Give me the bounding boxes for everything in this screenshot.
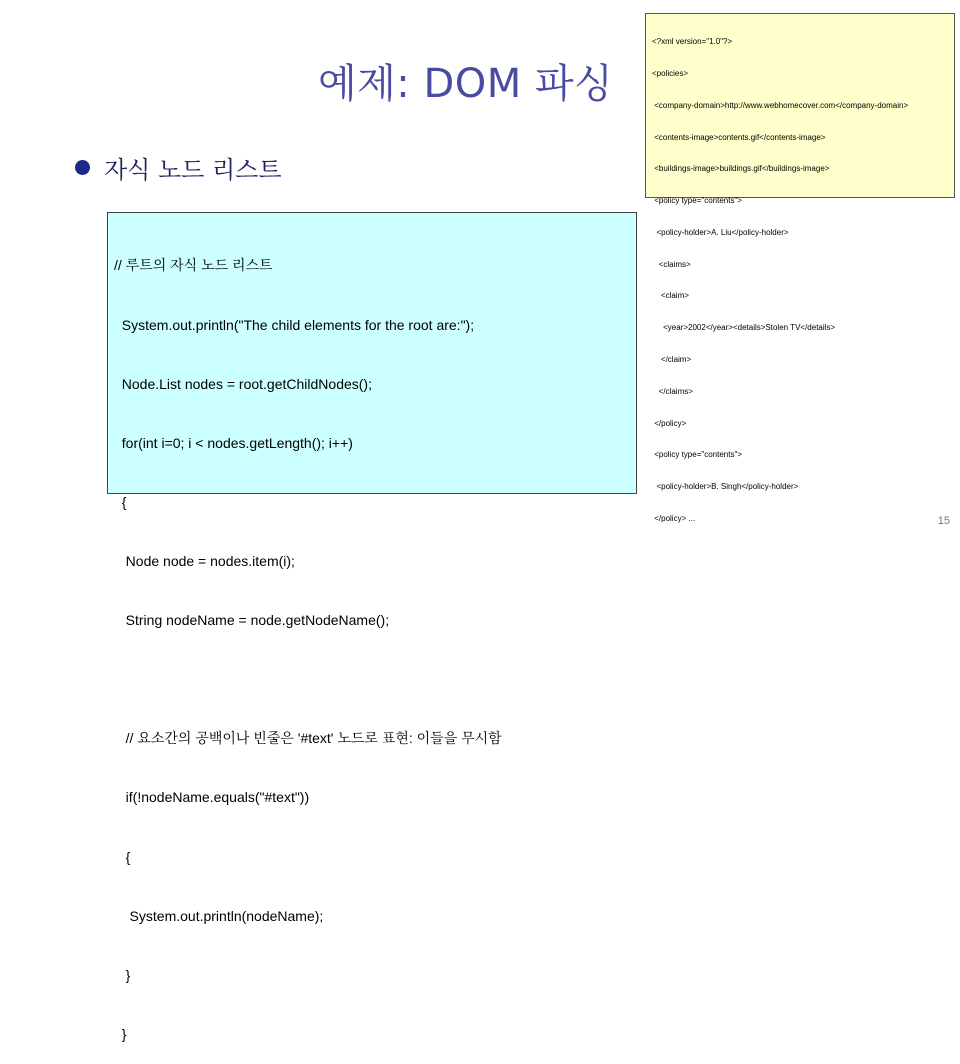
xml-line: <company-domain>http://www.webhomecover.com</company-domain> [652, 100, 909, 110]
code-line: { [114, 848, 131, 865]
code-line: System.out.println(nodeName); [114, 907, 324, 924]
xml-line: <policies> [652, 68, 689, 78]
bullet-text: 자식 노드 리스트 [104, 156, 282, 184]
code-line: } [114, 1025, 127, 1042]
code-line: } [114, 966, 131, 983]
java-code-box [107, 212, 637, 1042]
xml-line: </claim> [652, 355, 692, 364]
xml-line: </policy> [652, 418, 687, 428]
bullet-item [75, 150, 282, 185]
slide-title: 예제: DOM 파싱 [318, 61, 614, 107]
xml-line: <policy-holder>B. Singh</policy-holder> [652, 482, 799, 492]
xml-line: <policy type="contents"> [652, 196, 742, 206]
xml-line: <contents-image>contents.gif</contents-image> [652, 132, 826, 142]
xml-line: <year>2002</year><details>Stolen TV</details> [652, 323, 836, 333]
code-line: for(int i=0; i < nodes.getLength(); i++) [114, 434, 353, 451]
code-line: if(!nodeName.equals("#text")) [114, 789, 310, 806]
code-line [114, 670, 630, 690]
code-line: System.out.println("The child elements for the root are:"); [114, 316, 475, 333]
code-line: String nodeName = node.getNodeName(); [114, 612, 390, 629]
xml-line: <policy-holder>A. Liu</policy-holder> [652, 227, 789, 237]
code-line: Node.List nodes = root.getChildNodes(); [114, 375, 372, 392]
xml-line: <policy type="contents"> [652, 450, 742, 460]
xml-line: </claims> [652, 386, 693, 396]
page-number: 15 [937, 515, 950, 527]
bullet-dot-icon [75, 160, 90, 175]
xml-line: <?xml version="1.0"?> [652, 37, 733, 47]
code-line: // 요소간의 공백이나 빈줄은 '#text' 노드로 표현: 이들을 무시함 [114, 730, 502, 747]
xml-line: <buildings-image>buildings.gif</buildings-image> [652, 164, 830, 174]
xml-line: </policy> ... [652, 513, 696, 523]
xml-line: <claim> [652, 291, 689, 301]
xml-line: <claims> [652, 259, 691, 269]
code-line: Node node = nodes.item(i); [114, 552, 295, 569]
code-line: { [114, 493, 127, 510]
code-line: // 루트의 자식 노드 리스트 [114, 257, 273, 274]
